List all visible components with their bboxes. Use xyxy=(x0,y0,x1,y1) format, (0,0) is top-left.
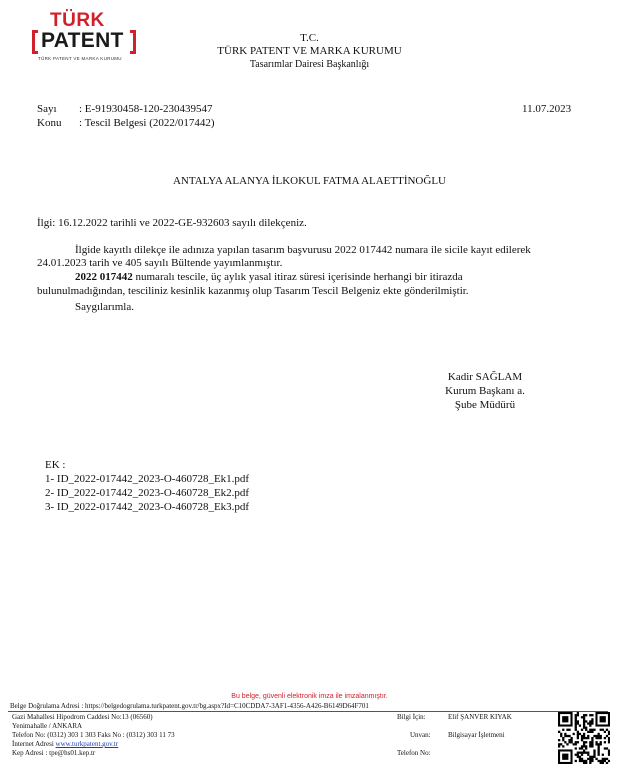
footer-web xyxy=(12,740,118,749)
document-date: 11.07.2023 xyxy=(522,103,572,115)
web-link[interactable]: www.turkpatent.gov.tr xyxy=(55,740,119,748)
recipient: ANTALYA ALANYA İLKOKUL FATMA ALAETTİNOĞLU xyxy=(172,175,446,187)
closing: Saygılarımla. xyxy=(75,301,134,313)
logo-top-text: TÜRK xyxy=(50,10,105,31)
qr-code xyxy=(558,712,610,764)
konu-label: Konu xyxy=(37,117,62,129)
logo-main-text: PATENT xyxy=(41,29,124,52)
footer-divider xyxy=(8,711,608,712)
unvan-label: Unvan: xyxy=(410,731,431,739)
sayi-value: : E-91930458-120-230439547 xyxy=(79,103,213,115)
info-label: Bilgi İçin: xyxy=(397,713,426,721)
unvan-value: Bilgisayar İşletmeni xyxy=(448,731,505,739)
sayi-label: Sayı xyxy=(37,103,57,115)
paragraph-1-line-2: 24.01.2023 tarih ve 405 sayılı Bültende yayımlanmıştır. xyxy=(37,257,283,269)
reference-line: İlgi: 16.12.2022 tarihli ve 2022-GE-932603 sayılı dilekçeniz. xyxy=(37,217,307,229)
web-label: İnternet Adresi xyxy=(12,740,56,748)
attachments-label: EK : xyxy=(45,459,66,471)
konu-value: : Tescil Belgesi (2022/017442) xyxy=(79,117,215,129)
header-department: Tasarımlar Dairesi Başkanlığı xyxy=(249,59,370,70)
signer-title-1: Kurum Başkanı a. xyxy=(445,385,525,397)
attachment-item: 3- ID_2022-017442_2023-O-460728_Ek3.pdf xyxy=(45,501,250,513)
signer-name: Kadir SAĞLAM xyxy=(447,371,523,383)
footer-address-1: Gazi Mahallesi Hipodrom Caddesi No:13 (06560) xyxy=(12,713,153,721)
footer-address-2: Yenimahalle / ANKARA xyxy=(12,722,83,730)
info-value: Elif ŞANVER KIYAK xyxy=(448,713,512,721)
header-tc: T.C. xyxy=(300,32,319,44)
registration-number: 2022 017442 xyxy=(75,271,133,283)
header-institution: TÜRK PATENT VE MARKA KURUMU xyxy=(217,45,402,57)
paragraph-2-line-1 xyxy=(75,271,580,285)
signer-title-2: Şube Müdürü xyxy=(454,399,516,411)
tel-label: Telefon No: xyxy=(397,749,431,757)
logo-subtext: TÜRK PATENT VE MARKA KURUMU xyxy=(38,56,122,61)
footer-kep: Kep Adresi : tpe@hs01.kep.tr xyxy=(12,749,96,757)
verification-address: Belge Doğrulama Adresi : https://belgedogrulama.turkpatent.gov.tr/bg.aspx?Id=C10CDDA7-3AF1-4356-A426-B6149D64F701 xyxy=(10,702,369,710)
attachment-item: 1- ID_2022-017442_2023-O-460728_Ek1.pdf xyxy=(45,473,250,485)
attachment-item: 2- ID_2022-017442_2023-O-460728_Ek2.pdf xyxy=(45,487,250,499)
esign-note: Bu belge, güvenli elektronik imza ile imzalanmıştır. xyxy=(231,693,388,700)
footer-phone: Telefon No: (0312) 303 1 303 Faks No : (0312) 303 11 73 xyxy=(12,731,175,739)
paragraph-1-line-1: İlgide kayıtlı dilekçe ile adınıza yapılan tasarım başvurusu 2022 017442 numara ile sicile kayıt edilerek xyxy=(75,244,531,256)
paragraph-2-text: numaralı tescile, üç aylık yasal itiraz süresi içerisinde herhangi bir itirazda xyxy=(132,271,463,283)
paragraph-2-line-2: bulunulmadığından, tesciliniz kesinlik kazanmış olup Tasarım Tescil Belgeniz ekte gönderilmiştir. xyxy=(37,285,469,297)
qr-code-graphic xyxy=(558,712,610,764)
